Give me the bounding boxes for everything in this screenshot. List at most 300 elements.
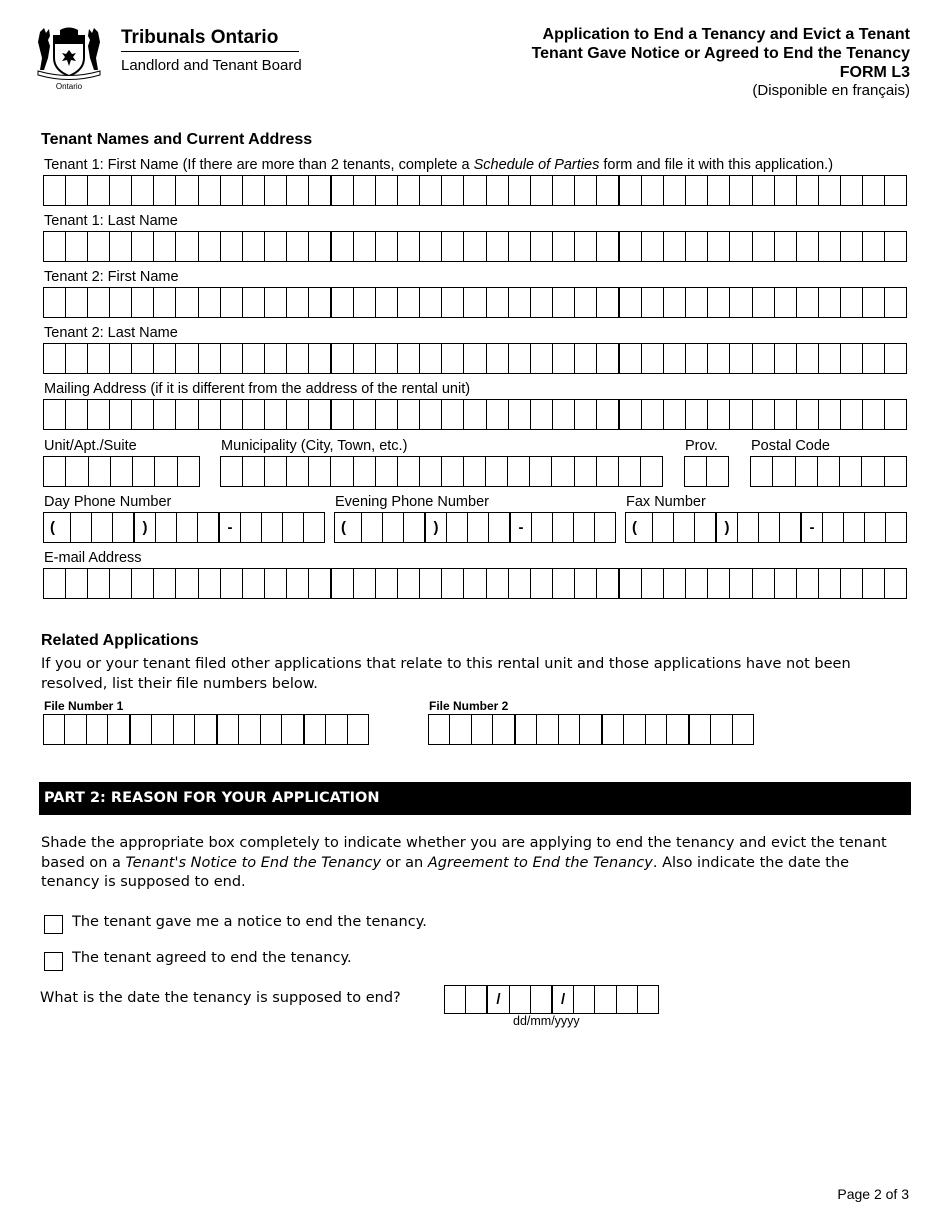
char-cell — [308, 232, 330, 261]
tenant2-last-name-field[interactable] — [43, 343, 907, 374]
char-cell — [65, 176, 87, 205]
char-cell — [353, 344, 375, 373]
file-number-2-field[interactable] — [428, 714, 754, 745]
phone-open-paren: ( — [341, 519, 346, 536]
char-cell — [173, 715, 194, 744]
char-cell — [397, 288, 419, 317]
char-cell — [508, 176, 530, 205]
char-cell — [822, 513, 843, 542]
char-cell — [109, 344, 131, 373]
char-cell — [552, 176, 574, 205]
char-cell — [729, 344, 751, 373]
municipality-field[interactable] — [220, 456, 663, 487]
char-cell — [70, 513, 91, 542]
char-cell — [579, 715, 600, 744]
char-cell — [884, 457, 906, 486]
char-cell — [308, 344, 330, 373]
char-cell — [375, 176, 397, 205]
fax-label: Fax Number — [626, 494, 706, 510]
char-cell — [64, 715, 85, 744]
char-cell — [65, 457, 87, 486]
phone-dash: - — [218, 513, 240, 542]
char-cell — [238, 715, 259, 744]
char-cell — [663, 400, 685, 429]
char-cell — [264, 569, 286, 598]
org-name: Tribunals Ontario — [121, 27, 279, 48]
char-cell — [330, 176, 353, 205]
page-number: Page 2 of 3 — [837, 1186, 909, 1202]
char-cell — [663, 344, 685, 373]
char-cell — [574, 344, 596, 373]
date-separator-1: / — [486, 986, 508, 1013]
char-cell — [596, 232, 618, 261]
char-cell — [618, 232, 641, 261]
char-cell — [375, 232, 397, 261]
char-cell — [685, 400, 707, 429]
char-cell — [751, 457, 772, 486]
char-cell — [862, 400, 884, 429]
char-cell — [840, 400, 862, 429]
char-cell — [347, 715, 368, 744]
char-cell — [707, 288, 729, 317]
char-cell — [419, 457, 441, 486]
char-cell — [530, 176, 552, 205]
char-cell — [645, 715, 666, 744]
char-cell — [419, 400, 441, 429]
char-cell — [375, 344, 397, 373]
char-cell — [663, 569, 685, 598]
char-cell — [574, 400, 596, 429]
option-tenant-gave-notice-checkbox[interactable] — [44, 915, 63, 934]
phone-close-paren: ) — [715, 513, 737, 542]
char-cell — [862, 569, 884, 598]
char-cell — [91, 513, 112, 542]
municipality-label: Municipality (City, Town, etc.) — [221, 438, 408, 454]
char-cell — [131, 232, 153, 261]
file-number-1-field[interactable] — [43, 714, 369, 745]
char-cell — [220, 344, 242, 373]
char-cell — [87, 344, 109, 373]
char-cell — [884, 288, 906, 317]
char-cell — [216, 715, 238, 744]
phone-close-paren: ) — [424, 513, 446, 542]
char-cell — [818, 176, 840, 205]
char-cell — [44, 232, 65, 261]
phone-open-paren: ( — [632, 519, 637, 536]
char-cell — [840, 344, 862, 373]
char-cell — [508, 400, 530, 429]
char-cell — [752, 344, 774, 373]
phone-dash: - — [509, 513, 531, 542]
char-cell — [44, 400, 65, 429]
char-cell — [840, 288, 862, 317]
file-number-2-label: File Number 2 — [429, 699, 509, 713]
fax-field[interactable] — [625, 512, 907, 543]
char-cell — [596, 400, 618, 429]
char-cell — [796, 344, 818, 373]
char-cell — [65, 569, 87, 598]
char-cell — [694, 513, 715, 542]
char-cell — [175, 400, 197, 429]
end-date-field[interactable] — [444, 985, 659, 1014]
char-cell — [282, 513, 303, 542]
char-cell — [536, 715, 557, 744]
char-cell — [729, 400, 751, 429]
char-cell — [652, 513, 673, 542]
char-cell — [330, 400, 353, 429]
char-cell — [840, 176, 862, 205]
char-cell — [155, 513, 176, 542]
char-cell — [861, 457, 883, 486]
char-cell — [132, 457, 154, 486]
file-number-1-label: File Number 1 — [44, 699, 124, 713]
char-cell — [758, 513, 779, 542]
char-cell — [707, 569, 729, 598]
char-cell — [486, 288, 508, 317]
char-cell — [194, 715, 215, 744]
char-cell — [198, 176, 220, 205]
char-cell — [530, 232, 552, 261]
char-cell — [514, 715, 536, 744]
char-cell — [397, 232, 419, 261]
char-cell — [109, 176, 131, 205]
char-cell — [87, 288, 109, 317]
ontario-crest-logo — [34, 24, 104, 92]
char-cell — [221, 457, 242, 486]
french-availability-note: (Disponible en français) — [752, 82, 910, 99]
char-cell — [594, 513, 615, 542]
province-label: Prov. — [685, 438, 718, 454]
char-cell — [796, 569, 818, 598]
char-cell — [706, 457, 728, 486]
char-cell — [530, 400, 552, 429]
char-cell — [175, 232, 197, 261]
char-cell — [688, 715, 710, 744]
char-cell — [492, 715, 513, 744]
char-cell — [463, 288, 485, 317]
char-cell — [884, 176, 906, 205]
char-cell — [596, 176, 618, 205]
char-cell — [573, 513, 594, 542]
char-cell — [596, 457, 618, 486]
char-cell — [375, 400, 397, 429]
char-cell — [486, 176, 508, 205]
char-cell — [264, 232, 286, 261]
evening-phone-label: Evening Phone Number — [335, 494, 489, 510]
mailing-address-label: Mailing Address (if it is different from the address of the rental unit) — [44, 381, 471, 397]
form-title-line2: Tenant Gave Notice or Agreed to End the Tenancy — [531, 45, 910, 62]
char-cell — [486, 344, 508, 373]
char-cell — [441, 176, 463, 205]
form-code: FORM L3 — [839, 64, 910, 81]
phone-open-paren: ( — [50, 519, 55, 536]
char-cell — [151, 715, 172, 744]
char-cell — [175, 344, 197, 373]
char-cell — [242, 288, 264, 317]
char-cell — [884, 569, 906, 598]
char-cell — [65, 344, 87, 373]
char-cell — [710, 715, 731, 744]
char-cell — [86, 715, 107, 744]
char-cell — [530, 344, 552, 373]
char-cell — [862, 288, 884, 317]
char-cell — [264, 288, 286, 317]
email-field[interactable] — [43, 568, 907, 599]
char-cell — [839, 457, 861, 486]
char-cell — [818, 400, 840, 429]
char-cell — [774, 344, 796, 373]
char-cell — [737, 513, 758, 542]
char-cell — [707, 400, 729, 429]
char-cell — [198, 232, 220, 261]
char-cell — [486, 400, 508, 429]
char-cell — [353, 457, 375, 486]
char-cell — [242, 176, 264, 205]
char-cell — [44, 176, 65, 205]
char-cell — [87, 232, 109, 261]
char-cell — [198, 400, 220, 429]
char-cell — [242, 569, 264, 598]
char-cell — [729, 288, 751, 317]
char-cell — [467, 513, 488, 542]
char-cell — [264, 457, 286, 486]
char-cell — [154, 457, 176, 486]
char-cell — [44, 457, 65, 486]
char-cell — [375, 569, 397, 598]
char-cell — [618, 569, 641, 598]
char-cell — [240, 513, 261, 542]
char-cell — [463, 457, 485, 486]
end-date-question: What is the date the tenancy is supposed to end? — [40, 990, 401, 1006]
char-cell — [131, 176, 153, 205]
char-cell — [840, 569, 862, 598]
char-cell — [446, 513, 467, 542]
char-cell — [330, 457, 352, 486]
char-cell — [109, 400, 131, 429]
char-cell — [330, 569, 353, 598]
char-cell — [286, 569, 308, 598]
char-cell — [663, 288, 685, 317]
char-cell — [752, 232, 774, 261]
char-cell — [286, 457, 308, 486]
char-cell — [176, 513, 197, 542]
province-field[interactable] — [684, 456, 729, 487]
option-tenant-agreed-label: The tenant agreed to end the tenancy. — [72, 950, 352, 966]
related-applications-title: Related Applications — [41, 632, 199, 649]
char-cell — [618, 344, 641, 373]
char-cell — [488, 513, 509, 542]
char-cell — [508, 569, 530, 598]
char-cell — [752, 400, 774, 429]
char-cell — [242, 457, 264, 486]
phone-dash: - — [800, 513, 822, 542]
char-cell — [508, 344, 530, 373]
phone-close-paren: ) — [133, 513, 155, 542]
char-cell — [242, 232, 264, 261]
char-cell — [663, 232, 685, 261]
char-cell — [303, 715, 325, 744]
tenant1-first-name-label: Tenant 1: First Name (If there are more than 2 tenants, complete a Schedule of Parties form and file it with this application.) — [44, 157, 834, 173]
char-cell — [153, 288, 175, 317]
crest-caption: Ontario — [55, 82, 83, 91]
char-cell — [552, 344, 574, 373]
char-cell — [666, 715, 687, 744]
char-cell — [685, 344, 707, 373]
char-cell — [685, 176, 707, 205]
char-cell — [441, 288, 463, 317]
postal-code-label: Postal Code — [751, 438, 830, 454]
char-cell — [131, 288, 153, 317]
char-cell — [774, 232, 796, 261]
char-cell — [353, 400, 375, 429]
char-cell — [508, 288, 530, 317]
char-cell — [175, 176, 197, 205]
tenant1-first-name-field[interactable] — [43, 175, 907, 206]
char-cell — [463, 344, 485, 373]
char-cell — [618, 288, 641, 317]
char-cell — [308, 457, 330, 486]
char-cell — [286, 288, 308, 317]
char-cell — [87, 400, 109, 429]
char-cell — [87, 176, 109, 205]
char-cell — [471, 715, 492, 744]
char-cell — [429, 715, 449, 744]
char-cell — [353, 176, 375, 205]
char-cell — [485, 457, 507, 486]
char-cell — [641, 288, 663, 317]
char-cell — [198, 569, 220, 598]
char-cell — [220, 400, 242, 429]
char-cell — [596, 569, 618, 598]
char-cell — [796, 176, 818, 205]
char-cell — [796, 232, 818, 261]
char-cell — [732, 715, 753, 744]
char-cell — [330, 232, 353, 261]
char-cell — [107, 715, 128, 744]
char-cell — [818, 232, 840, 261]
char-cell — [109, 232, 131, 261]
char-cell — [375, 457, 397, 486]
char-cell — [397, 569, 419, 598]
char-cell — [131, 344, 153, 373]
day-phone-field[interactable] — [43, 512, 325, 543]
char-cell — [729, 232, 751, 261]
char-cell — [419, 569, 441, 598]
char-cell — [818, 288, 840, 317]
char-cell — [531, 513, 552, 542]
char-cell — [129, 715, 151, 744]
char-cell — [864, 513, 885, 542]
char-cell — [441, 457, 463, 486]
char-cell — [862, 176, 884, 205]
char-cell — [772, 457, 794, 486]
char-cell — [325, 715, 346, 744]
char-cell — [397, 457, 419, 486]
char-cell — [220, 176, 242, 205]
char-cell — [449, 715, 470, 744]
char-cell — [131, 400, 153, 429]
tenant2-first-name-field[interactable] — [43, 287, 907, 318]
char-cell — [641, 232, 663, 261]
char-cell — [796, 400, 818, 429]
char-cell — [65, 232, 87, 261]
char-cell — [397, 400, 419, 429]
char-cell — [663, 176, 685, 205]
char-cell — [441, 569, 463, 598]
tenant-section-title: Tenant Names and Current Address — [41, 131, 313, 148]
char-cell — [774, 400, 796, 429]
char-cell — [308, 569, 330, 598]
char-cell — [44, 715, 64, 744]
char-cell — [707, 344, 729, 373]
unit-label: Unit/Apt./Suite — [44, 438, 137, 454]
char-cell — [397, 344, 419, 373]
char-cell — [260, 715, 281, 744]
char-cell — [264, 176, 286, 205]
char-cell — [641, 400, 663, 429]
char-cell — [685, 232, 707, 261]
char-cell — [441, 400, 463, 429]
char-cell — [375, 288, 397, 317]
char-cell — [596, 288, 618, 317]
option-tenant-agreed-checkbox[interactable] — [44, 952, 63, 971]
char-cell — [220, 569, 242, 598]
char-cell — [397, 176, 419, 205]
mailing-address-field[interactable] — [43, 399, 907, 430]
char-cell — [330, 288, 353, 317]
char-cell — [685, 288, 707, 317]
char-cell — [817, 457, 839, 486]
char-cell — [486, 569, 508, 598]
char-cell — [640, 457, 662, 486]
char-cell — [87, 569, 109, 598]
evening-phone-field[interactable] — [334, 512, 616, 543]
char-cell — [112, 513, 133, 542]
char-cell — [361, 513, 382, 542]
char-cell — [840, 232, 862, 261]
postal-code-field[interactable] — [750, 456, 907, 487]
char-cell — [774, 176, 796, 205]
related-applications-text: If you or your tenant filed other applications that relate to this rental unit and those applications have not been resolved, list their file numbers below. — [41, 656, 851, 692]
char-cell — [264, 400, 286, 429]
char-cell — [153, 232, 175, 261]
char-cell — [175, 288, 197, 317]
char-cell — [419, 176, 441, 205]
char-cell — [707, 232, 729, 261]
char-cell — [508, 232, 530, 261]
form-title-line1: Application to End a Tenancy and Evict a Tenant — [542, 26, 910, 43]
char-cell — [44, 569, 65, 598]
tenant1-last-name-field[interactable] — [43, 231, 907, 262]
char-cell — [403, 513, 424, 542]
char-cell — [264, 344, 286, 373]
char-cell — [330, 344, 353, 373]
unit-field[interactable] — [43, 456, 200, 487]
char-cell — [286, 232, 308, 261]
char-cell — [618, 176, 641, 205]
char-cell — [463, 232, 485, 261]
char-cell — [261, 513, 282, 542]
char-cell — [308, 176, 330, 205]
char-cell — [752, 569, 774, 598]
char-cell — [530, 569, 552, 598]
char-cell — [308, 288, 330, 317]
char-cell — [419, 288, 441, 317]
char-cell — [552, 288, 574, 317]
char-cell — [44, 288, 65, 317]
char-cell — [752, 176, 774, 205]
char-cell — [353, 569, 375, 598]
